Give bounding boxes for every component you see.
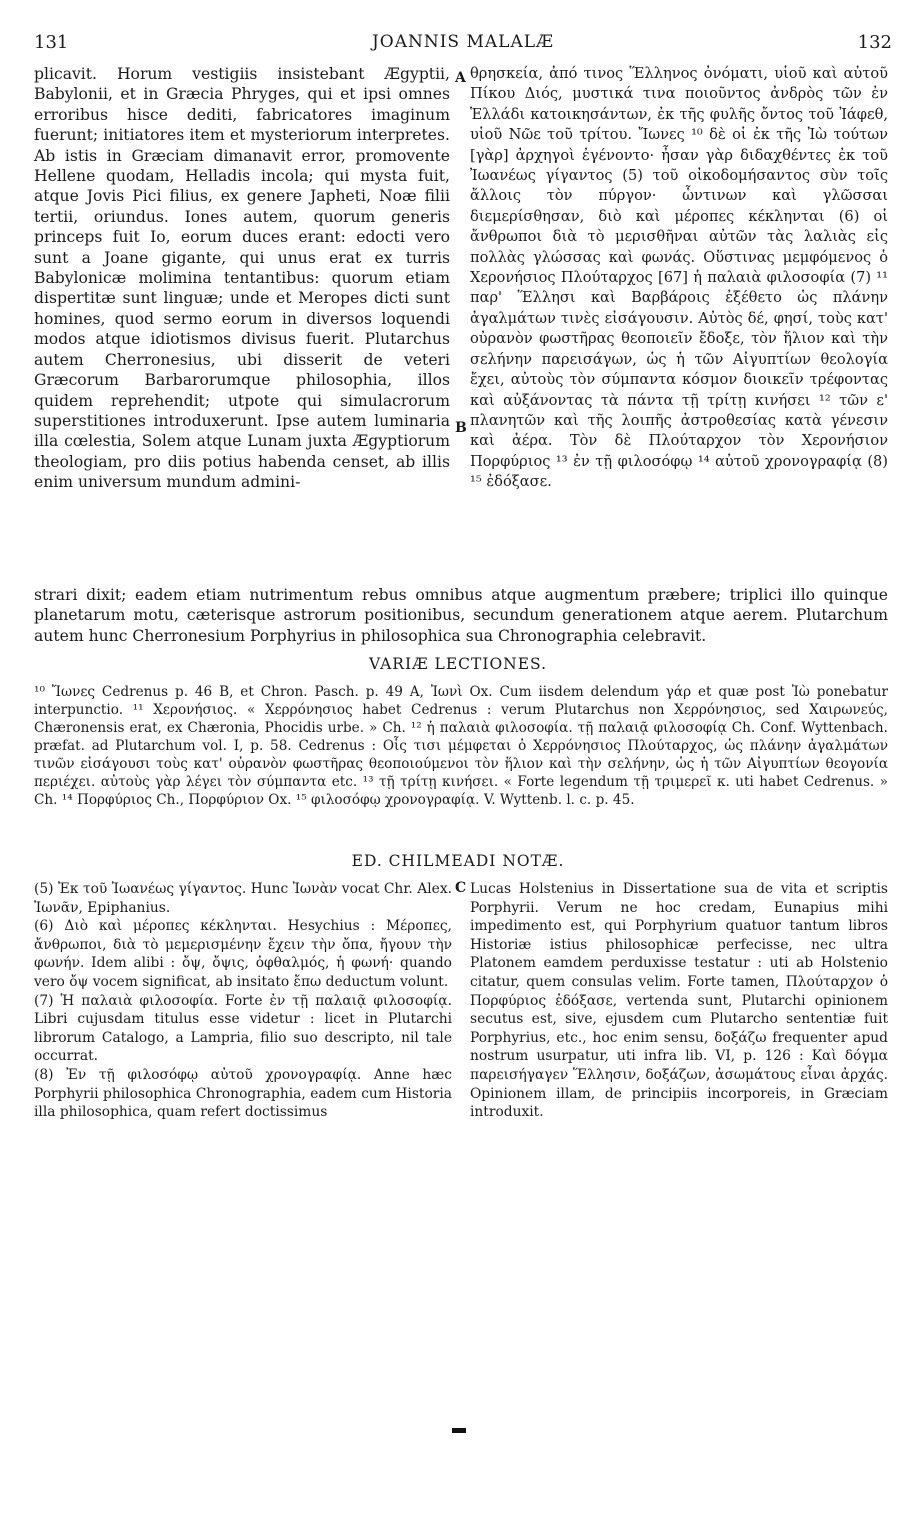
- variae-lectiones-heading: VARIÆ LECTIONES.: [368, 655, 548, 673]
- notes-right-column: [470, 880, 888, 1122]
- page-number-right: 132: [857, 32, 892, 53]
- note-8-continued: Lucas Holstenius in Dissertatione sua de vita et scriptis Porphyrii. Verum ne hoc credam, Eunapius mihi impedimento est, qui Porphyrium quatuor tantum libros Historiæ istius philosophicæ perfecisse, nec ultra Platonem eamdem perduxisse testatur : uti ab Holstenio citatur, quem consulas velim. Forte tamen, Πλούταρχον ὁ Πορφύριος ἐδόξασε, vertenda sunt, Plutarchi opinionem secutus est, sive, ejusdem cum Plutarcho sententiæ fuit Porphyrius, etc., hoc enim sensu, δοξάζω frequenter apud nostrum usurpatur, uti infra lib. VI, p. 126 : Καὶ δόγμα παρεισήγαγεν Ἕλλησιν, δοξάζων, ἀσωμάτους εἶναι ἀρχάς. Opinionem illam, de principiis incorporeis, in Græciam introduxit.: [470, 881, 888, 1121]
- latin-continuation: [34, 585, 888, 646]
- greek-text: θρησκεία, ἀπό τινος Ἕλληνος ὀνόματι, υἱοῦ καὶ αὐτοῦ Πίκου Διός, μυστικά τινα ποιοῦντος ἀνδρὸς τῶν ἐν Ἑλλάδι κατοικησάντων, ἐκ τῆς φυλῆς ὄντος τοῦ Ἰάφεθ, υἱοῦ Νῶε τοῦ τρίτου. Ἴωνες ¹⁰ δὲ οἱ ἐκ τῆς Ἰὼ τούτων [γὰρ] ἀρχηγοὶ ἐγένοντο· ἦσαν γὰρ διδαχθέντες ἐκ τοῦ Ἰωανέως γίγαντος (5) τοῦ οἰκοδομήσαντος σὺν τοῖς ἄλλοις τὸν πύργον· ὧντινων καὶ γλῶσσαι διεμερίσθησαν, διὸ καὶ μέροπες κέκληνται (6) οἱ ἄνθρωποι διὰ τὸ μερισθῆναι αὐτῶν τὰς λαλιὰς εἰς πολλὰς γλώσσας καὶ φωνάς. Οὕστινας μεμφόμενος ὁ Χερονήσιος Πλούταρχος [67] ἡ παλαιὰ φιλοσοφία (7) ¹¹ παρ' Ἕλλησι καὶ Βαρβάροις ἐξέθετο ὡς πλάνην ἀγαλμάτων τινὲς εἰσάγουσιν. Αὐτὸς δέ, φησί, τοὺς κατ' οὐρανὸν φωστῆρας θεοποιεῖν ἔδοξε, τὸν ἥλιον καὶ τὴν σελήνην παρεισάγων, ὡς ἡ τῶν Αἰγυπτίων θεολογία ἔχει, αὐτοὺς τὸν σύμπαντα κόσμον διοικεῖν τρέφοντας καὶ αὐξάνοντας τὰ πάντα τῇ τρίτῃ κινήσει ¹² τῶν ε' πλανητῶν καὶ τῆς λοιπῆς ἀστροθεσίας κατὰ γένεσιν καὶ ἀέρα. Τὸν δὲ Πλούταρχον τὸν Χερονήσιον Πορφύριος ¹³ ἐν τῇ φιλοσόφῳ ¹⁴ αὐτοῦ χρονογραφίᾳ (8) ¹⁵ ἐδόξασε.: [470, 65, 888, 491]
- greek-column: [470, 64, 888, 493]
- latin-full-text: strari dixit; eadem etiam nutrimentum rebus omnibus atque augmentum præbere; triplici illo quinque planetarum motu, cæterisque astrorum positionibus, secundum generationem atque aerem. Plutarchum autem hunc Cherronesium Porphyrius in philosophica sua Chronographia celebravit.: [34, 586, 888, 645]
- note-7: (7) Ἡ παλαιὰ φιλοσοφία. Forte ἐν τῇ παλαιᾷ φιλοσοφίᾳ. Libri cujusdam titulus esse videtur : licet in Plutarchi librorum Catalogo, a Lampria, filio suo descripto, nil tale occurrat.: [34, 992, 452, 1065]
- notes-left-column: [34, 880, 452, 1122]
- running-title: JOANNIS MALALÆ: [371, 32, 555, 52]
- running-header: [34, 32, 892, 58]
- note-5: (5) Ἐκ τοῦ Ἰωανέως γίγαντος. Hunc Ἰωνὰν vocat Chr. Alex. Ἰωνᾶν, Epiphanius.: [34, 881, 452, 916]
- notae-heading: ED. CHILMEADI NOTÆ.: [351, 852, 565, 870]
- note-6: (6) Διὸ καὶ μέροπες κέκληνται. Hesychius : Μέροπες, ἄνθρωποι, διὰ τὸ μεμερισμένην ἔχειν τὴν ὄπα, ἤγουν τὴν φωνήν. Idem alibi : ὄψ, ὄψις, ὀφθαλμός, ἡ φωνή· quando vero ὄψ vocem significat, ab insitato ἔπω deductum volunt.: [34, 918, 452, 990]
- note-8: (8) Ἐν τῇ φιλοσόφῳ αὐτοῦ χρονογραφίᾳ. Anne hæc Porphyrii philosophica Chronographia, eadem cum Historia illa philosophica, quam refert doctissimus: [34, 1066, 452, 1121]
- page-number-left: 131: [34, 32, 69, 53]
- ink-mark: [452, 1428, 466, 1433]
- latin-text: plicavit. Horum vestigiis insistebant Ægyptii, Babylonii, et in Græcia Phryges, qui et ipsi omnes erroribus hisce dediti, fabricatores imaginum fuerunt; initiatores item et mysteriorum interpretes. Ab istis in Græciam dimanavit error, promovente Hellene quodam, Helladis incola; qui mysta fuit, atque Jovis Pici filius, ex genere Japheti, Noæ filii tertii, oriundus. Iones autem, quorum generis princeps fuit Io, eorum duces erant: edocti vero sunt a Joane gigante, qui unus erat ex turris Babylonicæ molimina tentantibus: quorum etiam dispertitæ sunt linguæ; unde et Meropes dicti sunt homines, quod sermo eorum in diversos loquendi modos atque idiotismos divisus fuerit. Plutarchus autem Cherronesius, ubi disserit de veteri Græcorum Barbarorumque philosophia, illos quidem reprehendit; utpote qui simulacrorum superstitiones introduxerunt. Ipse autem luminaria illa cœlestia, Solem atque Lunam juxta Ægyptiorum theologiam, pro diis potius habenda censet, ab illis enim universum mundum admini-: [34, 65, 450, 492]
- variae-lectiones-text: ¹⁰ Ἴωνες Cedrenus p. 46 B, et Chron. Pasch. p. 49 A, Ἰωνὶ Ox. Cum iisdem delendum γάρ et quæ post Ἰὼ ponebatur interpunctio. ¹¹ Χερονήσιος. « Χερρόνησιος habet Cedrenus : verum Plutarchus non Χερρόνησιος, sed Χαιρωνεύς, Chæronensis erat, ex Chæronia, Phocidis urbe. » Ch. ¹² ἡ παλαιὰ φιλοσοφία. τῇ παλαιᾷ φιλοσοφίᾳ Ch. Conf. Wyttenbach. præfat. ad Plutarchum vol. I, p. 58. Cedrenus : Οἷς τισι μέμφεται ὁ Χερρόνησιος Πλούταρχος, ὡς πλάνην ἀγαλμάτων τινῶν εἰσάγουσι τοὺς κατ' οὐρανὸν φωστῆρας θεοποιούμενοι τὸν ἥλιον καὶ τὴν σελήνην, ὡς ἡ τῶν Αἰγυπτίων θεογονία περιέχει. αὐτοὺς γὰρ λέγει τὸν σύμπαντα etc. ¹³ τῇ τρίτῃ κινήσει. « Forte legendum τῇ τριμερεῖ κ. uti habet Cedrenus. » Ch. ¹⁴ Πορφύριος Ch., Πορφύριον Ox. ¹⁵ φιλοσόφῳ χρονογραφίᾳ. V. Wyttenb. l. c. p. 45.: [34, 684, 888, 808]
- margin-letter-b: B: [455, 420, 467, 436]
- margin-letter-a: A: [455, 70, 466, 86]
- latin-column: [34, 64, 450, 493]
- margin-letter-c: C: [455, 880, 467, 896]
